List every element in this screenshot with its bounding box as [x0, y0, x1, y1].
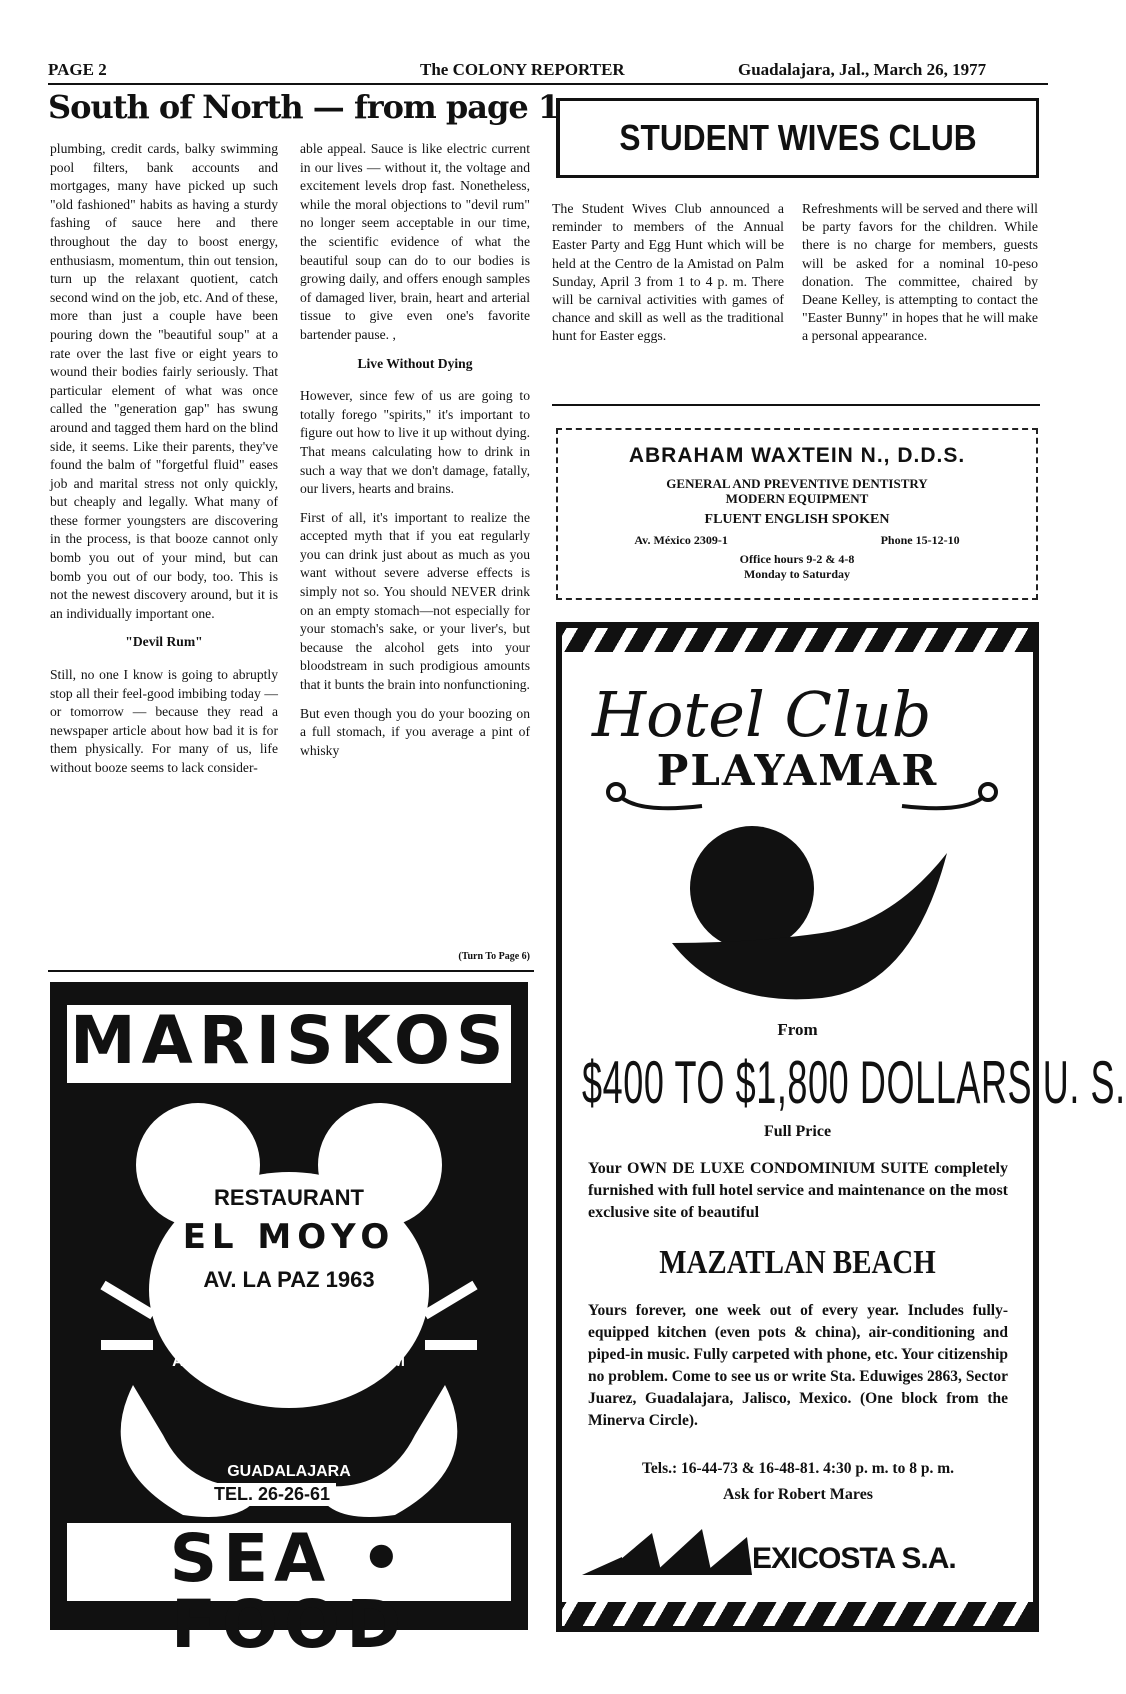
- student-wives-column-1: The Student Wives Club announced a reminder to members of the Annual Easter Party and Egg Hunt which will be held at the Centro de la Amistad on Palm Sunday, April 3 from 1 to 4 p. m. There will be carnival activities with games of chance and skill as well as the traditional hunt for Easter eggs.: [552, 201, 784, 344]
- dentist-phone: Phone 15-12-10: [880, 533, 960, 547]
- folio-rule: [48, 83, 1048, 85]
- restaurant-phone: TEL. 26-26-61: [208, 1483, 336, 1506]
- playamar-script-title: Hotel Club: [592, 678, 932, 751]
- student-wives-title: STUDENT WIVES CLUB: [619, 117, 977, 158]
- dateline: Guadalajara, Jal., March 26, 1977: [738, 60, 987, 79]
- condo-details: Yours forever, one week out of every year. Includes fully-equipped kitchen (even pots & china), air-conditioning and piped-in music. Fully carpeted with phone, etc. Your citizenship no problem. Come to see us or write Sta. Eduwiges 2863, Sector Juarez, Guadalajara, Jalisco, Mexico. (One block from the Minerva Circle).: [588, 1302, 1008, 1429]
- turn-to-page: (Turn To Page 6): [458, 951, 530, 962]
- story-paragraph: First of all, it's important to realize the accepted myth that if you eat regularly you can drink just about as much as you want without severe adverse effects is simply not so. You should NEVER drink on an empty stomach—not especially for your stomach's sake, or your liver's, but because the alcohol gets into your bloodstream in such prodigious amounts that it bunts the brain into nonfunctioning.: [300, 509, 530, 693]
- story-headline: South of North — from page 1: [48, 88, 560, 126]
- restaurant-address: AV. LA PAZ 1963: [203, 1267, 375, 1292]
- dentist-address: Av. México 2309-1: [634, 533, 728, 547]
- playamar-ad: [556, 622, 1126, 1632]
- crab-illustration: [93, 1085, 485, 1525]
- student-wives-rule: [552, 404, 1040, 406]
- dentist-specialty: GENERAL AND PREVENTIVE DENTISTRY: [666, 476, 928, 491]
- dentist-ad: [556, 428, 1038, 600]
- price-range: $400 TO $1,800 DOLLARS U. S.: [582, 1049, 1126, 1116]
- company-name: EXICOSTA S.A.: [752, 1542, 956, 1575]
- dentist-equipment: MODERN EQUIPMENT: [725, 491, 869, 506]
- sun-wave-logo: [662, 823, 952, 1008]
- dentist-english: FLUENT ENGLISH SPOKEN: [704, 512, 890, 527]
- mariskos-bottom-band: [67, 1520, 511, 1663]
- restaurant-name: EL MOYO: [182, 1217, 396, 1257]
- ad-border-stripe: [562, 628, 1033, 652]
- story-column-2: [300, 140, 530, 960]
- dentist-name: ABRAHAM WAXTEIN N., D.D.S.: [628, 444, 966, 467]
- condo-description: Your OWN DE LUXE CONDOMINIUM SUITE completely furnished with full hotel service and maintenance on the most exclusive site of beautiful: [588, 1160, 1008, 1221]
- story-subhead: "Devil Rum": [125, 634, 203, 650]
- mariskos-top-band: [67, 1002, 511, 1083]
- mazatlan-beach: MAZATLAN BEACH: [659, 1244, 936, 1281]
- story-subhead: Live Without Dying: [357, 355, 473, 371]
- student-wives-column-2: Refreshments will be served and there will be party favors for the children. While there is no charge for members, guests will be asked for a nominal 10-peso donation. The committee, chaired by Deane Kelley, is attempting to contact the "Easter Bunny" in hopes that he will make a personal appearance.: [802, 201, 1039, 344]
- mariskos-title: MARISKOS: [70, 1002, 510, 1079]
- mexicosta-logo-mark: [582, 1523, 752, 1579]
- playamar-brand: PLAYAMAR: [656, 746, 939, 795]
- seafood-title: SEA • FOOD: [169, 1520, 409, 1663]
- price-from: From: [777, 1020, 818, 1039]
- story-paragraph: But even though you do your boozing on a full stomach, if you average a pint of whisky: [300, 705, 530, 758]
- story-paragraph: Still, no one I know is going to abruptly stop all their feel-good imbibing today — or tomorrow — because they read a newspaper article about how bad it is for them physically. For many of us, life without booze seems to lack consider-: [50, 667, 278, 775]
- story-paragraph: plumbing, credit cards, balky swimming pool filters, bank accounts and mortgages, many have picked up such "old fashioned" habits as having a sturdy fashing of sauce here and there throughout the day to boost energy, enthusiasm, momentum, thin out tension, turn up the relaxant quotient, catch second wind on the job, etc. And of these, more than just a couple have been pouring down the "beautiful soup" at a rate over the last five or eight years to wound their bodies fairly seriously. That particular element of what was once called the "generation gap" has swung around and tagged them hard on the blind side, it seems. Like their parents, they've found the balm of "forgetful fluid" eases job and marital stress not only quickly, but cheaply and legally. What many of these former youngsters are discovering in the process, is that booze cannot only bomb you out of your mind, but can bomb you out of our body, too. This is not the newest discovery around, but it is an individually important one.: [50, 141, 278, 621]
- dentist-days: Monday to Saturday: [743, 567, 850, 581]
- story-column-1: [50, 140, 278, 788]
- ad-border-stripe: [562, 1602, 1033, 1626]
- mariskos-ad: [50, 982, 528, 1663]
- ask-for: Ask for Robert Mares: [722, 1486, 874, 1503]
- story-paragraph: However, since few of us are going to totally forego "spirits," it's important to figure out how to live it up without dying. That means calculating how to drink in such a way that we don't damage, fatally, our livers, hearts and brains.: [300, 388, 530, 497]
- playamar-flourish: [582, 768, 1022, 818]
- dentist-hours: Office hours 9-2 & 4-8: [739, 552, 855, 566]
- full-price: Full Price: [763, 1123, 832, 1140]
- restaurant-hours: ABIERTO de 12 AM a 12 PM: [172, 1353, 406, 1370]
- student-wives-title-box: [556, 98, 1039, 178]
- story-bottom-rule: [48, 970, 534, 972]
- story-paragraph: able appeal. Sauce is like electric current in our lives — without it, the voltage and excitement levels drop fast. Nonetheless, while the moral objections to "devil rum" no longer seem acceptable in our time, the scientific evidence of what the beautiful soup can do to our bodies is growing daily, and offers enough samples of damaged liver, brain, heart and arterial tissue to give even one's favorite bartender pause. ,: [300, 141, 530, 342]
- restaurant-label: RESTAURANT: [214, 1185, 364, 1210]
- paper-name: The COLONY REPORTER: [420, 60, 625, 79]
- restaurant-city: GUADALAJARA: [227, 1463, 351, 1480]
- telephones: Tels.: 16-44-73 & 16-48-81. 4:30 p. m. to 8 p. m.: [642, 1460, 954, 1477]
- page-number: PAGE 2: [48, 60, 107, 79]
